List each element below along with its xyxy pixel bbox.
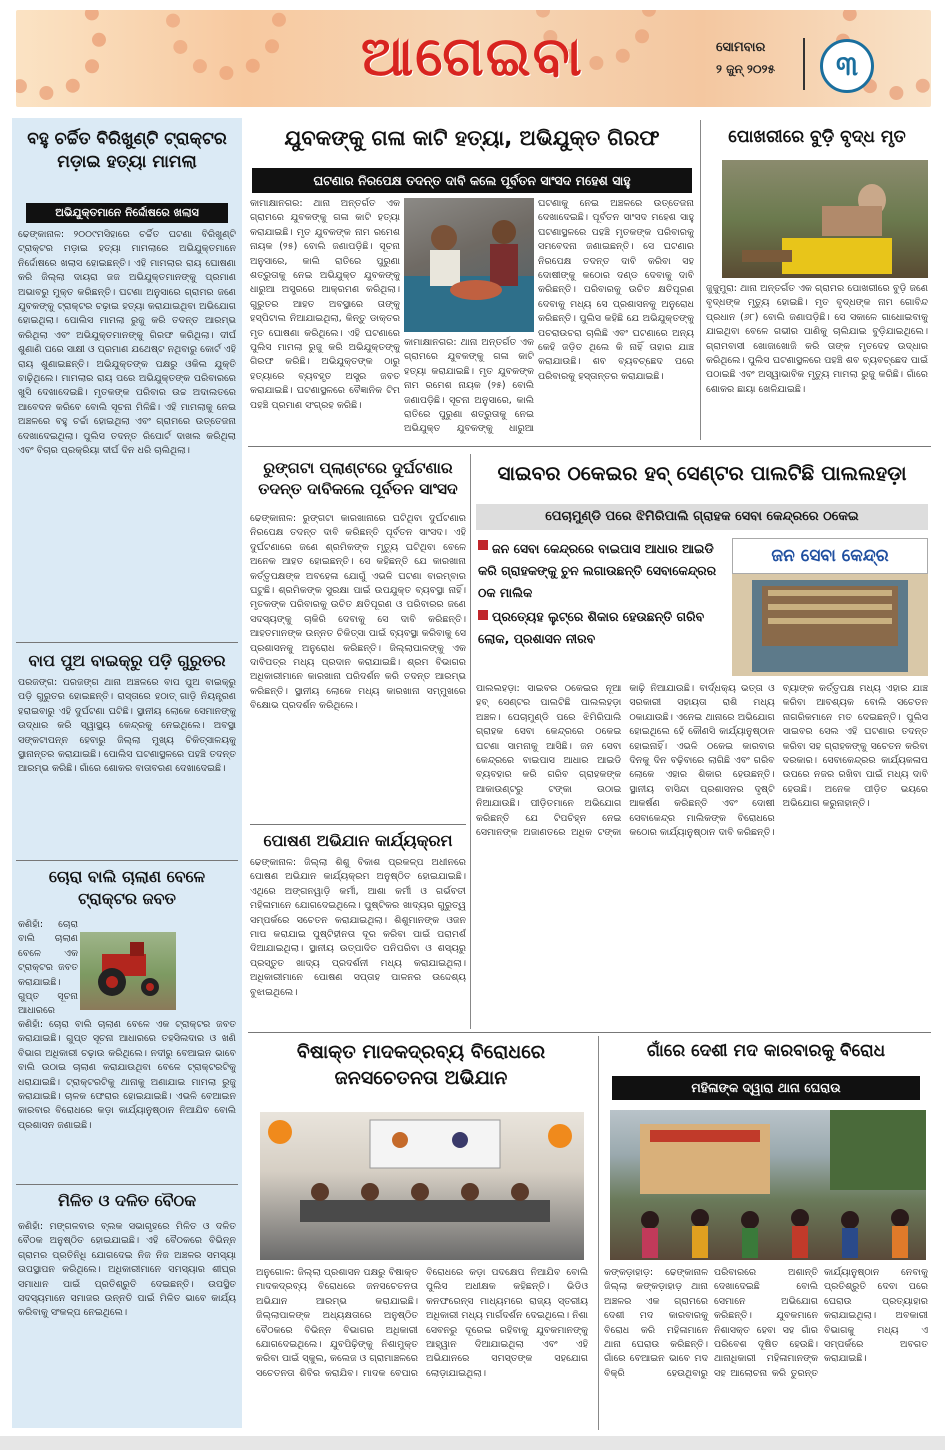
sidebar-article-body: କଣିହାଁ: ମଙ୍ଗଳବାର ବ୍ଲକ ସଭାଗୃହରେ ମିଳିତ ଓ ଦଳିତ ବୈଠକ ଅନୁଷ୍ଠିତ ହୋଇଯାଇଛି। ଏହି ବୈଠକରେ ବିଭିନ୍ନ ଗ୍ରାମର ପ୍ରତିନିଧି ଯୋଗଦେଇ ନିଜ ନିଜ ଅଞ୍ଚଳର ସମସ୍ୟା ଉପସ୍ଥାପନ କରିଥିଲେ। ଅଧିକାରୀମାନେ ସମସ୍ୟାର ଶୀଘ୍ର ସମାଧାନ ପାଇଁ ପ୍ରତିଶ୍ରୁତି ଦେଇଛନ୍ତି। ଉପସ୍ଥିତ ସଦସ୍ୟମାନେ ସମାଜର ଉନ୍ନତି ପାଇଁ ମିଳିତ ଭାବେ କାର୍ଯ୍ୟ କରିବାକୁ ସଂକଳ୍ପ ନେଇଥିଲେ।: [18, 1221, 236, 1319]
article-body: କାମାକ୍ଷାନଗର: ଥାନା ଅନ୍ତର୍ଗତ ଏକ ଗ୍ରାମରେ ଯୁବକଙ୍କୁ ଗଳା କାଟି ହତ୍ୟା କରାଯାଇଛି। ମୃତ ଯୁବକଙ୍କ ନାମ ରମେଶ ନାୟକ (୨୫) ବୋଲି ଜଣାପଡ଼ିଛି। ସୂଚନା ଅନୁସାରେ, କାଲି ରାତିରେ ପୁରୁଣା ଶତ୍ରୁତାକୁ ନେଇ ଅଭିଯୁକ୍ତ ଯୁବକଙ୍କୁ ଧାରୁଆ: [404, 337, 534, 435]
headline-cyber-fraud: ସାଇବର ଠକେଇର ହବ୍ ସେଣ୍ଟର ପାଲଟିଛି ପାଲଲହଡ଼ା: [497, 461, 907, 485]
sidebar-subhead-acquitted: ଅଭିଯୁକ୍ତମାନେ ନିର୍ଦ୍ଦୋଷରେ ଖଲାସ: [26, 203, 228, 223]
divider: [470, 454, 471, 1029]
subhead-cyber-fraud: ପେଚାମୁଣ୍ଡି ପରେ ଝିମିରିପାଲି ଗ୍ରାହକ ସେବା କେନ୍ଦ୍ରରେ ଠକେଇ: [476, 504, 928, 530]
headline-murder: ଯୁବକଙ୍କୁ ଗଳା କାଟି ହତ୍ୟା, ଅଭିଯୁକ୍ତ ଗିରଫ: [284, 126, 660, 150]
masthead: [16, 10, 931, 107]
headline-plant-accident: ରୁଙ୍ଗଟା ପ୍ଲାଣ୍ଟରେ ଦୁର୍ଘଟଣାର ତଦନ୍ତ ଦାବିକଲେ ପୂର୍ବତନ ସାଂସଦ: [258, 459, 458, 498]
mandala-ornament: [16, 10, 106, 100]
jana-seva-kendra-photo: [732, 538, 928, 676]
police-station-protest-photo: [610, 1110, 926, 1260]
sidebar-headline-tractor: ବହୁ ଚର୍ଚ୍ଚିତ ବିରିଖୁଣ୍ଟି ଟ୍ରାକ୍ଟର ମଡ଼ାଇ ହତ୍ୟା ମାମଲା: [27, 129, 227, 172]
article-body: ପାଲଲହଡ଼ା: ସାଇବର ଠକେଇର ନୂଆ ହବ୍ ସେଣ୍ଟର ପାଲଟିଛି ପାଲଲହଡ଼ା ଅଞ୍ଚଳ। ପେଚାମୁଣ୍ଡି ପରେ ଝିମିରିପାଲି ଗ୍ରାହକ ସେବା କେନ୍ଦ୍ରରେ ଠକେଇ ଘଟଣା ସାମନାକୁ ଆସିଛି। ଜନ ସେବା କେନ୍ଦ୍ରରେ ବାଇପାସ ଆଧାର ଆଇଡି ବ୍ୟବହାର କରି ଗରିବ ଗ୍ରାହକଙ୍କ ଆକାଉଣ୍ଟରୁ ଟଙ୍କା ଉଠାଇ ନିଆଯାଉଛି। ପୀଡ଼ିତମାନେ ଅଭିଯୋଗ କରିଛନ୍ତି ଯେ ଟିପଚିହ୍ନ ନେଇ ସେମାନଙ୍କ ଅଜାଣତରେ ଅଧିକ ଟଙ୍କା କାଢ଼ି ନିଆଯାଉଛି। ବାର୍ଦ୍ଧକ୍ୟ ଭତ୍ତା ଓ ସରକାରୀ ସହାୟତା ରାଶି ମଧ୍ୟ ଠକାଯାଉଛି। ଏନେଇ ଥାନାରେ ଅଭିଯୋଗ ହୋଇଥିଲେ ହେଁ କୌଣସି କାର୍ଯ୍ୟାନୁଷ୍ଠାନ ହୋଇନାହିଁ। ଏଭଳି ଠକେଇ କାରବାର ଦିନକୁ ଦିନ ବଢ଼ିବାରେ ଲାଗିଛି ଏବଂ ଗରିବ ଲୋକେ ଏହାର ଶିକାର ହେଉଛନ୍ତି। ସ୍ଥାନୀୟ ବାସିନ୍ଦା ପ୍ରଶାସନର ଦୃଷ୍ଟି ଆକର୍ଷଣ କରିଛନ୍ତି ଏବଂ ଦୋଷୀ ସେବାକେନ୍ଦ୍ର ମାଲିକଙ୍କ ବିରୋଧରେ କଠୋର କାର୍ଯ୍ୟାନୁଷ୍ଠାନ ଦାବି କରିଛନ୍ତି। ବ୍ୟାଙ୍କ କର୍ତ୍ତୃପକ୍ଷ ମଧ୍ୟ ଏହାର ଯାଞ୍ଚ କରିବା ଆବଶ୍ୟକ ବୋଲି ସଚେତନ ନାଗରିକମାନେ ମତ ଦେଇଛନ୍ତି। ପୁଲିସ ସାଇବର ସେଲ ଏହି ଘଟଣାର ତଦନ୍ତ କରିବା ସହ ଗ୍ରାହକଙ୍କୁ ସଚେତନ କରିବା ଦରକାର। ସେବାକେନ୍ଦ୍ରର କାର୍ଯ୍ୟକଳାପ ଉପରେ ନଜର ରଖିବା ପାଇଁ ମଧ୍ୟ ଦାବି ହେଉଛି। ଅନେକ ପୀଡ଼ିତ ଭୟରେ ଅଭିଯୋଗ କରୁନାହାନ୍ତି।: [476, 683, 928, 839]
bullet-point: ପ୍ରତ୍ୟେହ ଲୁଟ୍ରେ ଶିକାର ହେଉଛନ୍ତି ଗରିବ ଲୋକ, ପ୍ରଶାସନ ନୀରବ: [478, 609, 705, 646]
bullet-point: ଜନ ସେବା କେନ୍ଦ୍ରରେ ବାଇପାସ ଆଧାର ଆଇଡି କରି ଗ୍ରାହକଙ୍କୁ ଚୁନ ଲଗାଉଛନ୍ତି ସେବାକେନ୍ଦ୍ରର ଠକ ମାଲିକ: [478, 541, 717, 600]
divider: [16, 642, 238, 643]
article-body: ଜୁଜୁମୁରା: ଥାନା ଅନ୍ତର୍ଗତ ଏକ ଗ୍ରାମର ପୋଖରୀରେ ବୁଡ଼ି ଜଣେ ବୃଦ୍ଧଙ୍କ ମୃତ୍ୟୁ ହୋଇଛି। ମୃତ ବୃଦ୍ଧଙ୍କ ନାମ ଗୋବିନ୍ଦ ପ୍ରଧାନ (୬୮) ବୋଲି ଜଣାପଡ଼ିଛି। ସେ ସକାଳେ ଗାଧୋଇବାକୁ ଯାଇଥିବା ବେଳେ ଗଭୀର ପାଣିକୁ ଚାଲିଯାଇ ବୁଡ଼ିଯାଇଥିଲେ। ଗ୍ରାମବାସୀ ଖୋଜାଖୋଜି କରି ତାଙ୍କ ମୃତଦେହ ଉଦ୍ଧାର କରିଥିଲେ। ପୁଲିସ ଘଟଣାସ୍ଥଳରେ ପହଞ୍ଚି ଶବ ବ୍ୟବଚ୍ଛେଦ ପାଇଁ ପଠାଇଛି ଏବଂ ଅସ୍ୱାଭାବିକ ମୃତ୍ୟୁ ମାମଲା ରୁଜୁ କରିଛି। ଗାଁରେ ଶୋକର ଛାୟା ଖେଳିଯାଇଛି।: [706, 283, 928, 395]
sidebar-article-body: କଣିହାଁ: ଚୋରା ବାଲି ଚାଲାଣ ବେଳେ ଏକ ଟ୍ରାକ୍ଟର ଜବତ କରାଯାଇଛି। ଗୁପ୍ତ ସୂଚନା ଆଧାରରେ ତହସିଲଦାର ଓ ଖଣି ବିଭାଗ ଅଧିକାରୀ ଚଢ଼ାଉ କରିଥିଲେ। ନଦୀରୁ ବେଆଇନ ଭାବେ ବାଲି ଉଠାଇ ଚାଲାଣ କରାଯାଉଥିବା ବେଳେ ଟ୍ରାକ୍ଟରଟିକୁ ଧରାଯାଇଛି। ଟ୍ରାକ୍ଟରଟିକୁ ଥାନାକୁ ଅଣାଯାଇ ମାମଲା ରୁଜୁ କରାଯାଇଛି। ଚାଳକ ଫେରାର ହୋଇଯାଇଛି। ଏଭଳି ବେଆଇନ କାରବାର ବିରୋଧରେ କଡ଼ା କାର୍ଯ୍ୟାନୁଷ୍ଠାନ ନିଆଯିବ ବୋଲି ପ୍ରଶାସନ ଜଣାଇଛି।: [18, 1019, 236, 1131]
article-body: କଙ୍କଡ଼ାହାଡ଼: ଢେଙ୍କାନାଳ ଜିଲ୍ଲା କଙ୍କଡ଼ାହାଡ଼ ଥାନା ଅଞ୍ଚଳର ଏକ ଗ୍ରାମରେ ଦେଶୀ ମଦ କାରବାରକୁ ବିରୋଧ କରି ମହିଳାମାନେ ଥାନା ଘେରାଉ କରିଛନ୍ତି। ଗାଁରେ ବେଆଇନ ଭାବେ ମଦ ବିକ୍ରି ହେଉଥିବାରୁ ପରିବାରରେ ଅଶାନ୍ତି ଦେଖାଦେଇଛି ବୋଲି ସେମାନେ ଅଭିଯୋଗ କରିଛନ୍ତି। ଯୁବକମାନେ ନିଶାସକ୍ତ ହେବା ସହ ଗାଁର ପରିବେଶ ଦୂଷିତ ହେଉଛି। ଥାନାଧିକାରୀ ମହିଳାମାନଙ୍କ ସହ ଆଲୋଚନା କରି ତୁରନ୍ତ କାର୍ଯ୍ୟାନୁଷ୍ଠାନ ନେବାକୁ ପ୍ରତିଶ୍ରୁତି ଦେବା ପରେ ଘେରାଉ ପ୍ରତ୍ୟାହାର କରାଯାଇଥିଲା। ଅବକାରୀ ବିଭାଗକୁ ମଧ୍ୟ ଏ ସମ୍ପର୍କରେ ଅବଗତ କରାଯାଇଛି।: [604, 1267, 928, 1379]
divider: [248, 1032, 931, 1033]
newspaper-logo: ଆଗେଇବା: [361, 24, 584, 88]
victim-hospital-photo: [404, 198, 534, 332]
issue-day: ସୋମବାର: [716, 40, 766, 55]
sidebar-headline-meeting: ମିଳିତ ଓ ଦଳିତ ବୈଠକ: [57, 1191, 197, 1210]
page-footer-strip: [0, 1436, 945, 1450]
shop-sign: ଜନ ସେବା କେନ୍ଦ୍ର: [732, 538, 928, 574]
headline-drug-awareness: ବିଷାକ୍ତ ମାଦକଦ୍ରବ୍ୟ ବିରୋଧରେ ଜନସଚେତନତା ଅଭିଯାନ: [296, 1041, 546, 1089]
subhead-liquor-protest: ମହିଳାଙ୍କ ଦ୍ୱାରା ଥାନା ଘେରାଉ: [612, 1076, 920, 1100]
divider: [248, 446, 931, 447]
sidebar-headline-sand: ଚୋରା ବାଲି ଚାଲାଣ ବେଳେ ଟ୍ରାକ୍ଟର ଜବତ: [48, 867, 206, 908]
headline-liquor-protest: ଗାଁରେ ଦେଶୀ ମଦ କାରବାରକୁ ବିରୋଧ: [646, 1041, 886, 1061]
headline-pond: ପୋଖରୀରେ ବୁଡ଼ି ବୃଦ୍ଧ ମୃତ: [728, 127, 906, 147]
divider: [598, 1036, 599, 1430]
divider: [16, 860, 238, 861]
sidebar-article-body: କଣିହାଁ: ଚୋରା ବାଲି ଚାଲାଣ ବେଳେ ଏକ ଟ୍ରାକ୍ଟର ଜବତ କରାଯାଇଛି। ଗୁପ୍ତ ସୂଚନା ଆଧାରରେ: [18, 919, 78, 1017]
headline-poshan: ପୋଷଣ ଅଭିଯାନ କାର୍ଯ୍ୟକ୍ରମ: [263, 831, 453, 850]
issue-date: ୨ ଜୁନ୍ ୨୦୨୫: [716, 62, 776, 76]
divider: [803, 38, 805, 90]
article-body: କାମାକ୍ଷାନଗର: ଥାନା ଅନ୍ତର୍ଗତ ଏକ ଗ୍ରାମରେ ଯୁବକଙ୍କୁ ଗଳା କାଟି ହତ୍ୟା କରାଯାଇଛି। ମୃତ ଯୁବକଙ୍କ ନାମ ରମେଶ ନାୟକ (୨୫) ବୋଲି ଜଣାପଡ଼ିଛି। ସୂଚନା ଅନୁସାରେ, କାଲି ରାତିରେ ପୁରୁଣା ଶତ୍ରୁତାକୁ ନେଇ ଅଭିଯୁକ୍ତ ଯୁବକଙ୍କୁ ଧାରୁଆ ଅସ୍ତ୍ରରେ ଆକ୍ରମଣ କରିଥିଲା। ଗୁରୁତର ଆହତ ଅବସ୍ଥାରେ ତାଙ୍କୁ ହସ୍ପିଟାଲ ନିଆଯାଇଥିଲା, କିନ୍ତୁ ଡାକ୍ତର ମୃତ ଘୋଷଣା କରିଥିଲେ। ଏହି ଘଟଣାରେ ପୁଲିସ ମାମଲା ରୁଜୁ କରି ଅଭିଯୁକ୍ତଙ୍କୁ ଗିରଫ କରିଛି। ଅଭିଯୁକ୍ତଙ୍କ ଠାରୁ ହତ୍ୟାରେ ବ୍ୟବହୃତ ଅସ୍ତ୍ର ଜବତ କରାଯାଇଛି। ଘଟଣାସ୍ଥଳରେ ବୈଜ୍ଞାନିକ ଟିମ ପହଞ୍ଚି ପ୍ରମାଣ ସଂଗ୍ରହ କରିଛି।: [250, 198, 400, 411]
article-body: ଅନୁଗୋଳ: ଜିଲ୍ଲା ପ୍ରଶାସନ ପକ୍ଷରୁ ବିଷାକ୍ତ ମାଦକଦ୍ରବ୍ୟ ବିରୋଧରେ ଜନସଚେତନତା ଅଭିଯାନ ଆରମ୍ଭ କରାଯାଇଛି। ଜିଲ୍ଲାପାଳଙ୍କ ଅଧ୍ୟକ୍ଷତାରେ ଅନୁଷ୍ଠିତ ବୈଠକରେ ବିଭିନ୍ନ ବିଭାଗର ଅଧିକାରୀ ଯୋଗଦେଇଥିଲେ। ଯୁବପିଢ଼ିଙ୍କୁ ନିଶାମୁକ୍ତ କରିବା ପାଇଁ ସ୍କୁଲ, କଲେଜ ଓ ଗ୍ରାମାଞ୍ଚଳରେ ସଚେତନତା ଶିବିର କରାଯିବ। ମାଦକ ବେପାର ବିରୋଧରେ କଡ଼ା ପଦକ୍ଷେପ ନିଆଯିବ ବୋଲି ପୁଲିସ ଅଧୀକ୍ଷକ କହିଛନ୍ତି। ଭିଡିଓ କନଫରେନ୍ସ ମାଧ୍ୟମରେ ରାଜ୍ୟ ସ୍ତରୀୟ ଅଧିକାରୀ ମଧ୍ୟ ମାର୍ଗଦର୍ଶନ ଦେଇଥିଲେ। ନିଶା ସେବନରୁ ଦୂରେଇ ରହିବାକୁ ଯୁବକମାନଙ୍କୁ ଆହ୍ୱାନ ଦିଆଯାଇଥିଲା ଏବଂ ଏହି ଅଭିଯାନରେ ସମସ୍ତଙ୍କ ସହଯୋଗ ଲୋଡ଼ାଯାଇଥିଲା।: [256, 1267, 588, 1379]
meeting-photo: [260, 1112, 584, 1260]
divider: [700, 120, 701, 440]
subhead-murder: ଘଟଣାର ନିରପେକ୍ଷ ତଦନ୍ତ ଦାବି କଲେ ପୂର୍ବତନ ସାଂସଦ ମହେଶ ସାହୁ: [252, 168, 692, 193]
divider: [16, 1184, 238, 1185]
mandala-ornament: [166, 10, 286, 80]
sidebar-article-body: ପରଜଙ୍ଗ: ପରଜଙ୍ଗ ଥାନା ଅଞ୍ଚଳରେ ବାପ ପୁଅ ବାଇକ୍ରୁ ପଡ଼ି ଗୁରୁତର ହୋଇଛନ୍ତି। ରାସ୍ତାରେ ହଠାତ୍ ଗାଡ଼ି ନିୟନ୍ତ୍ରଣ ହରାଇବାରୁ ଏହି ଦୁର୍ଘଟଣା ଘଟିଛି। ସ୍ଥାନୀୟ ଲୋକେ ସେମାନଙ୍କୁ ଉଦ୍ଧାର କରି ସ୍ୱାସ୍ଥ୍ୟ କେନ୍ଦ୍ରକୁ ନେଇଥିଲେ। ଅବସ୍ଥା ସଙ୍କଟାପନ୍ନ ହେବାରୁ ଜିଲ୍ଲା ମୁଖ୍ୟ ଚିକିତ୍ସାଳୟକୁ ସ୍ଥାନାନ୍ତର କରାଯାଇଛି। ପୋଲିସ ଘଟଣାସ୍ଥଳରେ ପହଞ୍ଚି ତଦନ୍ତ ଆରମ୍ଭ କରିଛି। ଗାଁରେ ଶୋକର ବାତାବରଣ ଦେଖାଦେଇଛି।: [18, 677, 236, 775]
divider: [250, 824, 466, 825]
tractor-photo: [80, 932, 176, 1010]
article-body: ଢେଙ୍କାନାଳ: ଜିଲ୍ଲା ଶିଶୁ ବିକାଶ ପ୍ରକଳ୍ପ ଅଧୀନରେ ପୋଷଣ ଅଭିଯାନ କାର୍ଯ୍ୟକ୍ରମ ଅନୁଷ୍ଠିତ ହୋଇଯାଇଛି। ଏଥିରେ ଅଙ୍ଗନୱାଡ଼ି କର୍ମୀ, ଆଶା କର୍ମୀ ଓ ଗର୍ଭବତୀ ମହିଳାମାନେ ଯୋଗଦେଇଥିଲେ। ପୁଷ୍ଟିକର ଖାଦ୍ୟର ଗୁରୁତ୍ୱ ସମ୍ପର୍କରେ ସଚେତନ କରାଯାଇଥିଲା। ଶିଶୁମାନଙ୍କ ଓଜନ ମାପ କରାଯାଇ ପୁଷ୍ଟିହୀନତା ଦୂର କରିବା ପାଇଁ ପରାମର୍ଶ ଦିଆଯାଇଥିଲା। ସ୍ଥାନୀୟ ଉତ୍ପାଦିତ ପନିପରିବା ଓ ଶସ୍ୟରୁ ପ୍ରସ୍ତୁତ ଖାଦ୍ୟ ପ୍ରଦର୍ଶନୀ ମଧ୍ୟ କରାଯାଇଥିଲା। ଅଧିକାରୀମାନେ ପୋଷଣ ସପ୍ତାହ ପାଳନର ଉଦ୍ଦେଶ୍ୟ ବୁଝାଇଥିଲେ।: [250, 857, 466, 998]
article-body: ଘଟଣାକୁ ନେଇ ଅଞ୍ଚଳରେ ଉତ୍ତେଜନା ଦେଖାଦେଇଛି। ପୂର୍ବତନ ସାଂସଦ ମହେଶ ସାହୁ ଘଟଣାସ୍ଥଳରେ ପହଞ୍ଚି ମୃତକଙ୍କ ପରିବାରକୁ ସମବେଦନା ଜଣାଇଛନ୍ତି। ସେ ଘଟଣାର ନିରପେକ୍ଷ ତଦନ୍ତ ଦାବି କରିବା ସହ ଦୋଷୀଙ୍କୁ କଠୋର ଦଣ୍ଡ ଦେବାକୁ ଦାବି କରିଛନ୍ତି। ପରିବାରକୁ ଉଚିତ କ୍ଷତିପୂରଣ ଦେବାକୁ ମଧ୍ୟ ସେ ପ୍ରଶାସନକୁ ଅନୁରୋଧ କରିଛନ୍ତି। ପୁଲିସ କହିଛି ଯେ ଅଭିଯୁକ୍ତଙ୍କୁ ପଚରାଉଚରା ଚାଲିଛି ଏବଂ ଘଟଣାରେ ଅନ୍ୟ କେହି ଜଡ଼ିତ ଥିଲେ କି ନାହିଁ ତାହାର ଯାଞ୍ଚ କରାଯାଉଛି। ଶବ ବ୍ୟବଚ୍ଛେଦ ପରେ ପରିବାରକୁ ହସ୍ତାନ୍ତର କରାଯାଇଛି।: [538, 198, 694, 382]
article-body: ଢେଙ୍କାନାଳ: ରୁଙ୍ଗଟା କାରଖାନାରେ ଘଟିଥିବା ଦୁର୍ଘଟଣାର ନିରପେକ୍ଷ ତଦନ୍ତ ଦାବି କରିଛନ୍ତି ପୂର୍ବତନ ସାଂସଦ। ଏହି ଦୁର୍ଘଟଣାରେ ଜଣେ ଶ୍ରମିକଙ୍କ ମୃତ୍ୟୁ ଘଟିଥିବା ବେଳେ ଅନେକ ଆହତ ହୋଇଛନ୍ତି। ସେ କହିଛନ୍ତି ଯେ କାରଖାନା କର୍ତ୍ତୃପକ୍ଷଙ୍କ ଅବହେଳା ଯୋଗୁଁ ଏଭଳି ଘଟଣା ବାରମ୍ବାର ଘଟୁଛି। ଶ୍ରମିକଙ୍କ ସୁରକ୍ଷା ପାଇଁ ଉପଯୁକ୍ତ ବ୍ୟବସ୍ଥା ନାହିଁ। ମୃତକଙ୍କ ପରିବାରକୁ ଉଚିତ କ୍ଷତିପୂରଣ ଓ ପରିବାରର ଜଣେ ସଦସ୍ୟଙ୍କୁ ଚାକିରି ଦେବାକୁ ସେ ଦାବି କରିଛନ୍ତି। ଆହତମାନଙ୍କ ଉନ୍ନତ ଚିକିତ୍ସା ପାଇଁ ବ୍ୟବସ୍ଥା କରିବାକୁ ସେ ପ୍ରଶାସନକୁ ଅନୁରୋଧ କରିଛନ୍ତି। ଜିଲ୍ଲାପାଳଙ୍କୁ ଏକ ଦାବିପତ୍ର ମଧ୍ୟ ପ୍ରଦାନ କରାଯାଇଛି। ଶ୍ରମ ବିଭାଗର ଅଧିକାରୀମାନେ କାରଖାନା ପରିଦର୍ଶନ କରି ତଦନ୍ତ ଆରମ୍ଭ କରିଛନ୍ତି। ସ୍ଥାନୀୟ ଲୋକେ ମଧ୍ୟ କାରଖାନା ସମ୍ମୁଖରେ ବିକ୍ଷୋଭ ପ୍ରଦର୍ଶନ କରିଥିଲେ।: [250, 513, 466, 712]
page-number: ୩: [820, 39, 874, 93]
sidebar-headline-bike: ବାପ ପୁଅ ବାଇକ୍ରୁ ପଡ଼ି ଗୁରୁତର: [28, 651, 226, 670]
sidebar-article-body: ଢେଙ୍କାନାଳ: ୨୦୦୯ମସିହାରେ ଚର୍ଚ୍ଚିତ ଘଟଣା ବିରିଖୁଣ୍ଟି ଟ୍ରାକ୍ଟର ମଡ଼ାଇ ହତ୍ୟା ମାମଲାରେ ଅଭିଯୁକ୍ତମାନେ ନିର୍ଦ୍ଦୋଷରେ ଖଲାସ ହୋଇଛନ୍ତି। ଏହି ମାମଲାର ରାୟ ଘୋଷଣା କରି ଜିଲ୍ଲା ଦାୟରା ଜଜ ଅଭିଯୁକ୍ତମାନଙ୍କୁ ପ୍ରମାଣ ଅଭାବରୁ ମୁକ୍ତ କରିଛନ୍ତି। ଘଟଣା ଅନୁସାରେ ଗ୍ରାମର ଜଣେ ଯୁବକଙ୍କୁ ଟ୍ରାକ୍ଟର ଚଢ଼ାଇ ହତ୍ୟା କରାଯାଇଥିବା ଅଭିଯୋଗ ହୋଇଥିଲା। ପୋଲିସ ମାମଲା ରୁଜୁ କରି ତଦନ୍ତ ଆରମ୍ଭ କରିଥିଲା ଏବଂ ଅଭିଯୁକ୍ତମାନଙ୍କୁ ଗିରଫ କରିଥିଲା। ଦୀର୍ଘ ଶୁଣାଣି ପରେ ସାକ୍ଷୀ ଓ ପ୍ରମାଣ ଯଥେଷ୍ଟ ନଥିବାରୁ କୋର୍ଟ ଏହି ରାୟ ଶୁଣାଇଛନ୍ତି। ଅଭିଯୁକ୍ତଙ୍କ ପକ୍ଷରୁ ଓକିଲ ଯୁକ୍ତି ବାଢ଼ିଥିଲେ। ମାମଲାର ରାୟ ପରେ ଅଭିଯୁକ୍ତଙ୍କ ପରିବାରରେ ଖୁସି ଦେଖାଦେଇଛି। ମୃତକଙ୍କ ପରିବାର ଉଚ୍ଚ ଅଦାଲତରେ ଆବେଦନ କରିବେ ବୋଲି ସୂଚନା ମିଳିଛି। ଏହି ମାମଲାକୁ ନେଇ ଅଞ୍ଚଳରେ ବହୁ ଚର୍ଚ୍ଚା ହୋଇଥିଲା ଏବଂ ଗ୍ରାମରେ ଉତ୍ତେଜନା ଦେଖାଦେଇଥିଲା। ପୁଲିସ ତଦନ୍ତ ରିପୋର୍ଟ ଦାଖଲ କରିଥିଲା ଏବଂ ବିଚାର ପ୍ରକ୍ରିୟା ଦୀର୍ଘ ଦିନ ଧରି ଚାଲିଥିଲା।: [18, 229, 236, 457]
drowned-man-photo: [722, 160, 928, 278]
